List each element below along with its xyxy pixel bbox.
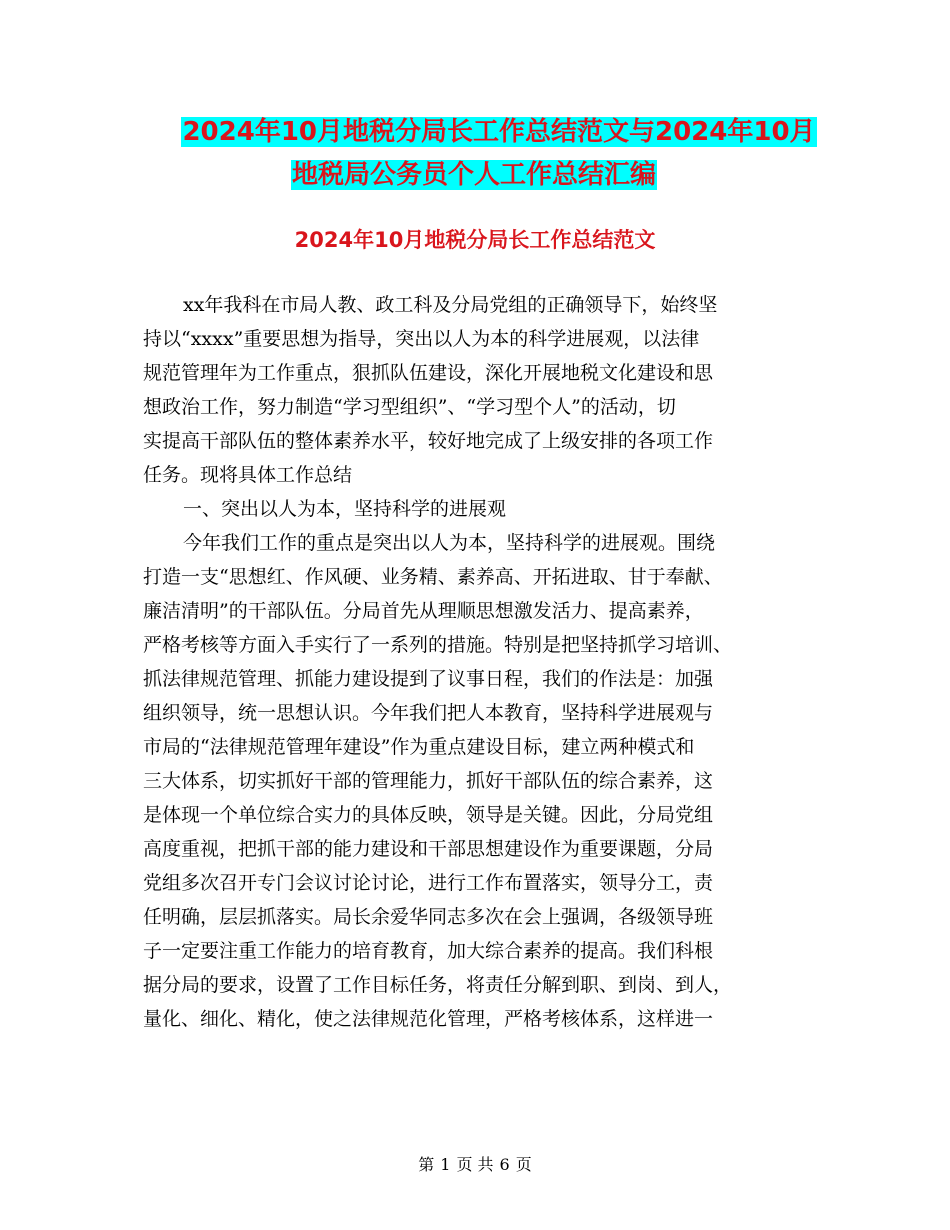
text-line: 量化、细化、精化，使之法律规范化管理，严格考核体系，这样进一: [143, 1008, 714, 1030]
text-line: 据分局的要求，设置了工作目标任务，将责任分解到职、到岗、到人，: [143, 974, 733, 996]
page-total: 6: [499, 1155, 510, 1174]
text-line: 任务。现将具体工作总结: [143, 464, 353, 486]
text-line: 三大体系，切实抓好干部的管理能力，抓好干部队伍的综合素养，这: [143, 770, 714, 792]
section-heading: 一、突出以人为本，坚持科学的进展观: [183, 498, 507, 520]
text-line: 党组多次召开专门会议讨论讨论，进行工作布置落实，领导分工，责: [143, 872, 714, 894]
text-line: 是体现一个单位综合实力的具体反映，领导是关键。因此，分局党组: [143, 804, 714, 826]
text-line: 严格考核等方面入手实行了一系列的措施。特别是把坚持抓学习培训、: [143, 634, 733, 656]
text-line: 廉洁清明”的干部队伍。分局首先从理顺思想激发活力、提高素养，: [143, 600, 704, 622]
text-line: 打造一支“思想红、作风硬、业务精、素养高、开拓进取、甘于奉献、: [143, 566, 723, 588]
text-line: 规范管理年为工作重点，狠抓队伍建设，深化开展地税文化建设和思: [143, 362, 714, 384]
page-number: 1: [440, 1155, 451, 1174]
document-title-line-1: 2024年10月地税分局长工作总结范文与2024年10月: [182, 117, 816, 147]
body-text: [143, 288, 803, 1036]
text-line: 抓法律规范管理、抓能力建设提到了议事日程，我们的作法是：加强: [143, 668, 714, 690]
page-footer: [0, 1153, 950, 1177]
text-line: 高度重视，把抓干部的能力建设和干部思想建设作为重要课题，分局: [143, 838, 714, 860]
footer-mid: 页 共: [456, 1155, 494, 1174]
document-title-line-2: 地税局公务员个人工作总结汇编: [291, 160, 656, 190]
text-line: 想政治工作，努力制造“学习型组织”、“学习型个人”的活动，切: [143, 396, 676, 418]
text-line: 实提高干部队伍的整体素养水平，较好地完成了上级安排的各项工作: [143, 430, 714, 452]
footer-suffix: 页: [515, 1155, 532, 1174]
text-line: 今年我们工作的重点是突出以人为本，坚持科学的进展观。围绕: [183, 532, 716, 554]
text-line: 任明确，层层抓落实。局长余爱华同志多次在会上强调，各级领导班: [143, 906, 714, 928]
text-line: xx年我科在市局人教、政工科及分局党组的正确领导下，始终坚: [183, 294, 718, 316]
text-line: 组织领导，统一思想认识。今年我们把人本教育，坚持科学进展观与: [143, 702, 714, 724]
text-line: 子一定要注重工作能力的培育教育，加大综合素养的提高。我们科根: [143, 940, 714, 962]
text-line: 持以“xxxx”重要思想为指导，突出以人为本的科学进展观，以法律: [143, 328, 700, 350]
section-title: 2024年10月地税分局长工作总结范文: [294, 228, 656, 252]
footer-prefix: 第: [418, 1155, 435, 1174]
text-line: 市局的“法律规范管理年建设”作为重点建设目标，建立两种模式和: [143, 736, 695, 758]
